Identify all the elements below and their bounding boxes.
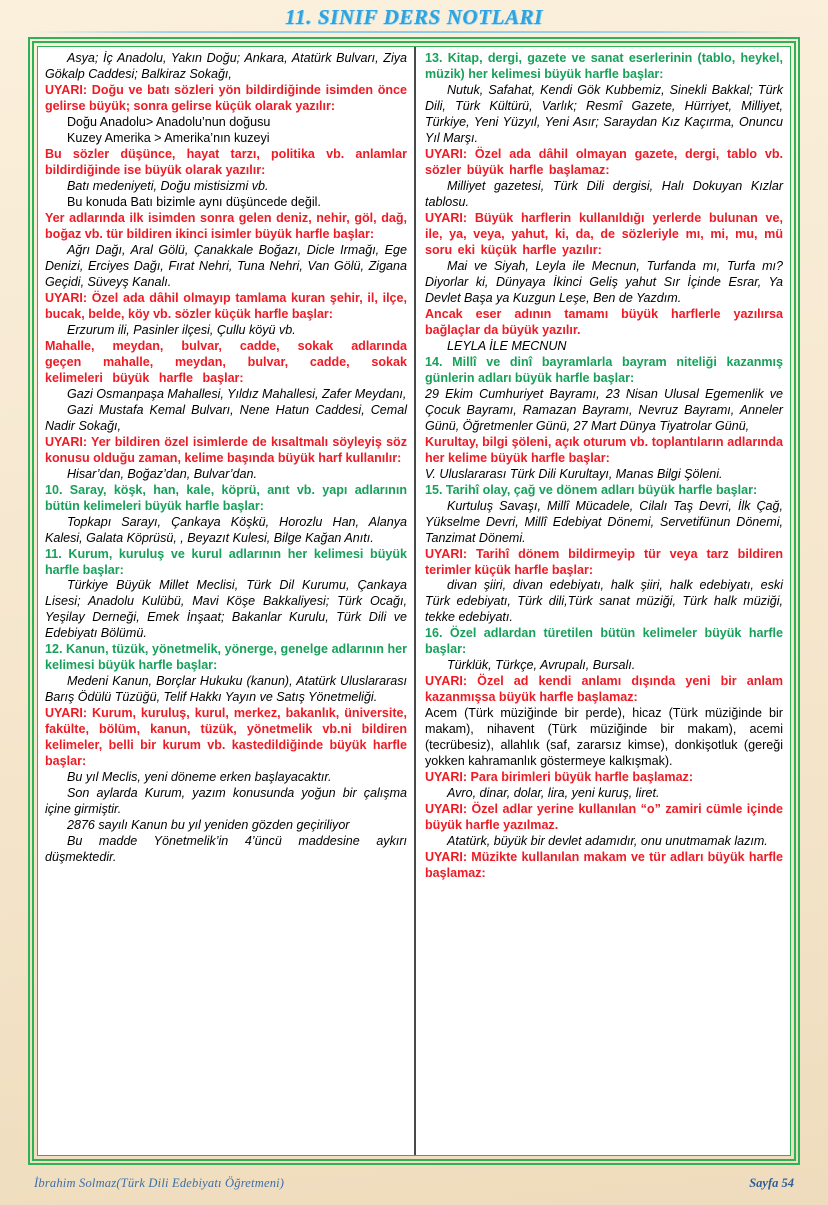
warning-paragraph: UYARI: Büyük harflerin kullanıldığı yerlerde bulunan ve, ile, ya, veya, yahut, ki, da, de sözleriyle mı, mi, mu, mü soru eki küçük harfle yazılır: [425, 210, 783, 257]
note-paragraph: Bu yıl Meclis, yeni döneme erken başlayacaktır. [67, 770, 332, 785]
note-paragraph: V. Uluslararası Türk Dili Kurultayı, Manas Bilgi Şöleni. [425, 466, 723, 481]
warning-paragraph: Kurultay, bilgi şöleni, açık oturum vb. toplantıların adlarında her kelime büyük harfle başlar: [425, 434, 783, 465]
rule-heading: 11. Kurum, kuruluş ve kurul adlarının her kelimesi büyük harfle başlar: [45, 546, 407, 577]
note-paragraph: Asya; İç Anadolu, Yakın Doğu; Ankara, Atatürk Bulvarı, Ziya Gökalp Caddesi; Balkiraz Sokağı, [45, 51, 407, 81]
warning-paragraph: UYARI: Özel ad kendi anlamı dışında yeni bir anlam kazanmışsa büyük harfle başlamaz: [425, 674, 783, 705]
right-column [414, 47, 790, 1155]
note-paragraph: Bu madde Yönetmelik’in 4’üncü maddesine aykırı düşmektedir. [45, 834, 407, 865]
warning-paragraph: UYARI: Kurum, kuruluş, kurul, merkez, bakanlık, üniversite, fakülte, bölüm, kanun, tüzük, yönetmelik vb.ni bildiren kelimeler, belli bir kurum vb. kastedildiğinde büyük harfle başlar: [45, 706, 407, 769]
document-footer [34, 1176, 794, 1191]
note-paragraph: Nutuk, Safahat, Kendi Gök Kubbemiz, Sinekli Bakkal; Türk Dili, Türk Kültürü, Varlık; Resmî Gazete, Hürriyet, Milliyet, Türkiye, Yeni Yüzyıl, Yeni Asır; Saraydan Kız Kaçırma, Onuncu Yıl Marşı. [425, 82, 783, 145]
page-border-outer [28, 37, 800, 1165]
warning-paragraph: UYARI: Özel adlar yerine kullanılan “o” zamiri cümle içinde büyük harfle yazılmaz. [425, 802, 783, 833]
note-paragraph: Kurtuluş Savaşı, Millî Mücadele, Cilalı Taş Devri, İlk Çağ, Yükselme Devri, Millî Edebiyat Dönemi, Servetifünun Dönemi, Tanzimat Dönemi. [425, 498, 783, 545]
warning-paragraph: Ancak eser adının tamamı büyük harflerle yazılırsa bağlaçlar da büyük yazılır. [425, 306, 783, 337]
note-paragraph: Hisar’dan, Boğaz’dan, Bulvar’dan. [67, 466, 257, 481]
rule-heading: 10. Saray, köşk, han, kale, köprü, anıt vb. yapı adlarının bütün kelimeleri büyük harfle başlar: [45, 482, 407, 513]
header-divider [32, 31, 796, 33]
note-paragraph: Erzurum ili, Pasinler ilçesi, Çullu köyü vb. [67, 322, 296, 337]
content-area [37, 46, 791, 1156]
rule-heading: 14. Millî ve dinî bayramlarla bayram niteliği kazanmış günlerin adları büyük harfle başlar: [425, 354, 783, 385]
note-paragraph: Türklük, Türkçe, Avrupalı, Bursalı. [447, 658, 636, 673]
note-paragraph: Topkapı Sarayı, Çankaya Köşkü, Horozlu Han, Alanya Kalesi, Galata Köprüsü, , Beyazıt Kulesi, Bilge Kağan Anıtı. [45, 514, 407, 545]
rule-heading: 13. Kitap, dergi, gazete ve sanat eserlerinin (tablo, heykel, müzik) her kelimesi büyük harfle başlar: [425, 51, 783, 81]
rule-heading: 15. Tarihî olay, çağ ve dönem adları büyük harfle başlar: [425, 482, 758, 497]
rule-heading: 12. Kanun, tüzük, yönetmelik, yönerge, genelge adlarının her kelimesi büyük harfle başlar: [45, 642, 407, 673]
left-column [38, 47, 414, 1155]
warning-paragraph: UYARI: Doğu ve batı sözleri yön bildirdiğinde isimden önce gelirse büyük; sonra gelirse küçük olarak yazılır: [45, 82, 407, 113]
note-paragraph: Mai ve Siyah, Leyla ile Mecnun, Turfanda mı, Turfa mı? Diyorlar ki, Dünyaya İkinci Geliş yahut Sır İçinde Esrar, Ya Devlet Başa ya Kuzgun Leşe, Ben de Yazdım. [425, 258, 783, 305]
note-paragraph: Acem (Türk müziğinde bir perde), hicaz (Türk müziğinde bir makam), nihavent (Türk müziğinde bir makam), acemi (tecrübesiz), allahlık (saf, zararsız kimse), donkişotluk (gereği yokken kahramanlık göstermeye kalkışmak). [425, 706, 783, 769]
warning-paragraph: UYARI: Tarihî dönem bildirmeyip tür veya tarz bildiren terimler küçük harfle başlar: [425, 546, 783, 577]
note-paragraph: Türkiye Büyük Millet Meclisi, Türk Dil Kurumu, Çankaya Lisesi; Anadolu Kulübü, Mavi Köşe Bakkaliyesi; Türk Ocağı, Yeşilay Derneği, Emek İnşaat; Bakanlar Kurulu, Türk Dili ve Edebiyatı Bölümü. [45, 578, 407, 641]
note-paragraph: Gazi Osmanpaşa Mahallesi, Yıldız Mahallesi, Zafer Meydanı, [67, 386, 407, 401]
document-header [0, 0, 828, 34]
note-paragraph: Batı medeniyeti, Doğu mistisizmi vb. [67, 178, 269, 193]
warning-paragraph: UYARI: Özel ada dâhil olmayıp tamlama kuran şehir, il, ilçe, bucak, belde, köy vb. sözler küçük harfle başlar: [45, 290, 407, 321]
note-paragraph: Avro, dinar, dolar, lira, yeni kuruş, liret. [447, 786, 660, 801]
warning-paragraph: UYARI: Para birimleri büyük harfle başlamaz: [425, 770, 693, 785]
page-border-inner [32, 41, 796, 1161]
rule-heading: 16. Özel adlardan türetilen bütün kelimeler büyük harfle başlar: [425, 626, 783, 657]
warning-paragraph: Bu sözler düşünce, hayat tarzı, politika vb. anlamlar bildirdiğinde ise büyük olarak yazılır: [45, 146, 407, 177]
note-paragraph: Milliyet gazetesi, Türk Dili dergisi, Halı Dokuyan Kızlar tablosu. [425, 178, 783, 209]
note-paragraph: LEYLA İLE MECNUN [447, 338, 567, 353]
two-column-layout [38, 47, 790, 1155]
note-paragraph: 29 Ekim Cumhuriyet Bayramı, 23 Nisan Ulusal Egemenlik ve Çocuk Bayramı, Ramazan Bayramı, Nevruz Bayramı, Anneler Günü, Öğretmenler Günü, 27 Mart Dünya Tiyatrolar Günü, [425, 386, 783, 433]
note-paragraph: Atatürk, büyük bir devlet adamıdır, onu unutmamak lazım. [447, 834, 768, 849]
note-paragraph: Medeni Kanun, Borçlar Hukuku (kanun), Atatürk Uluslararası Barış Ödülü Tüzüğü, Telif Hakkı Yayın ve Satış Yönetmeliği. [45, 674, 407, 705]
footer-page-number: Sayfa 54 [749, 1176, 794, 1190]
page-title: 11. SINIF DERS NOTLARI [285, 4, 543, 29]
warning-paragraph: UYARI: Yer bildiren özel isimlerde de kısaltmalı söyleyiş söz konusu olduğu zaman, kelime başında büyük harf kullanılır: [45, 434, 407, 465]
warning-paragraph: UYARI: Özel ada dâhil olmayan gazete, dergi, tablo vb. sözler büyük harfle başlamaz: [425, 146, 783, 177]
note-paragraph: 2876 sayılı Kanun bu yıl yeniden gözden geçiriliyor [67, 818, 350, 833]
note-paragraph: Kuzey Amerika > Amerika’nın kuzeyi [67, 130, 270, 145]
footer-author: İbrahim Solmaz(Türk Dili Edebiyatı Öğretmeni) [34, 1176, 285, 1190]
note-paragraph: Doğu Anadolu> Anadolu’nun doğusu [67, 114, 271, 129]
note-paragraph: Bu konuda Batı bizimle aynı düşüncede değil. [67, 194, 321, 209]
note-paragraph: divan şiiri, divan edebiyatı, halk şiiri, halk edebiyatı, eski Türk edebiyatı, Türk dili,Türk sanat müziği, Türk halk müziği, tekke edebiyatı. [425, 578, 783, 625]
warning-paragraph: Yer adlarında ilk isimden sonra gelen deniz, nehir, göl, dağ, boğaz vb. tür bildiren ikinci isimler büyük harfle başlar: [45, 210, 407, 241]
warning-paragraph: UYARI: Müzikte kullanılan makam ve tür adları büyük harfle başlamaz: [425, 850, 783, 881]
note-paragraph: Ağrı Dağı, Aral Gölü, Çanakkale Boğazı, Dicle Irmağı, Ege Denizi, Erciyes Dağı, Fırat Nehri, Tuna Nehri, Van Gölü, Zigana Geçidi, Süveyş Kanalı. [45, 242, 407, 289]
note-paragraph: Son aylarda Kurum, yazım konusunda yoğun bir çalışma içine girmiştir. [45, 786, 407, 817]
warning-paragraph: Mahalle, meydan, bulvar, cadde, sokak adlarında geçen mahalle, meydan, bulvar, cadde, sokak kelimeleri büyük harfle başlar: [45, 338, 407, 385]
note-paragraph: Gazi Mustafa Kemal Bulvarı, Nene Hatun Caddesi, Cemal Nadir Sokağı, [45, 402, 407, 433]
